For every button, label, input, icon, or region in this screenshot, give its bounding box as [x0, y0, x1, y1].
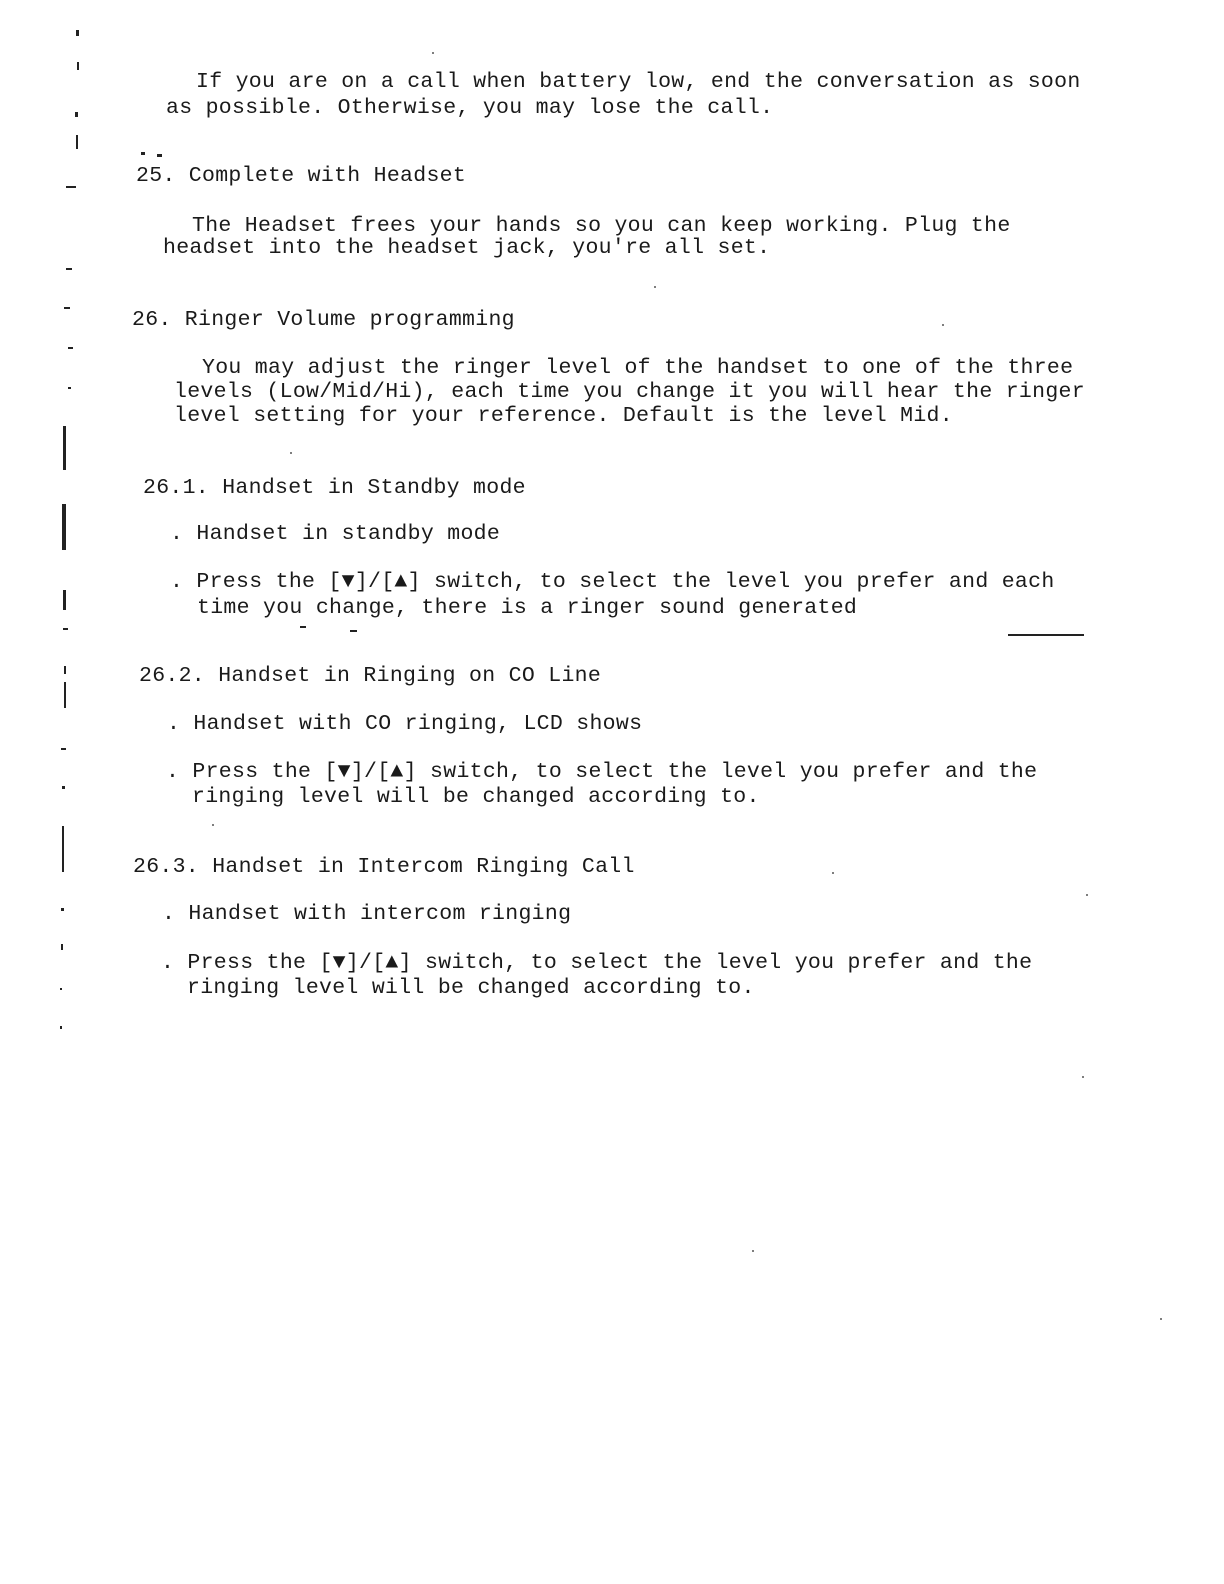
margin-mark	[66, 186, 76, 188]
section-25-heading: 25. Complete with Headset	[136, 164, 467, 188]
margin-mark	[64, 682, 66, 708]
section-26-para-line-1: You may adjust the ringer level of the handset to one of the three	[202, 356, 1074, 380]
section-25-para-line-1: The Headset frees your hands so you can keep working. Plug the	[192, 214, 1011, 238]
scan-speck	[1082, 1076, 1084, 1078]
section-26-1-bullet-1: . Handset in standby mode	[170, 522, 501, 546]
scan-speck	[942, 324, 944, 326]
stray-underline	[1008, 634, 1084, 636]
section-26-1-bullet-2-line-2: time you change, there is a ringer sound generated	[197, 596, 858, 620]
scan-speck	[1086, 894, 1088, 896]
margin-mark	[62, 786, 65, 789]
scan-speck	[432, 52, 434, 54]
intro-line-1: If you are on a call when battery low, end the conversation as soon	[196, 70, 1081, 94]
section-26-2-bullet-2-line-1: . Press the [▼]/[▲] switch, to select the level you prefer and the	[166, 760, 1038, 784]
margin-bar	[62, 826, 64, 872]
stray-mark	[300, 626, 306, 628]
margin-mark	[60, 1026, 62, 1029]
margin-mark	[64, 307, 70, 309]
margin-mark	[68, 387, 71, 389]
section-26-2-heading: 26.2. Handset in Ringing on CO Line	[139, 664, 602, 688]
section-26-heading: 26. Ringer Volume programming	[132, 308, 515, 332]
margin-mark	[61, 748, 66, 750]
margin-mark	[63, 628, 68, 630]
margin-mark	[66, 268, 72, 270]
margin-bar	[63, 426, 66, 470]
margin-mark	[64, 666, 66, 674]
section-26-2-bullet-1: . Handset with CO ringing, LCD shows	[167, 712, 643, 736]
margin-mark	[68, 347, 73, 349]
intro-line-2: as possible. Otherwise, you may lose the call.	[166, 96, 774, 120]
section-25-para-line-2: headset into the headset jack, you're all set.	[163, 236, 771, 260]
margin-mark	[63, 590, 66, 610]
margin-mark	[77, 62, 79, 70]
margin-mark	[61, 944, 63, 950]
scan-speck	[212, 824, 214, 826]
margin-mark	[76, 135, 78, 149]
margin-mark	[76, 30, 79, 36]
section-26-para-line-2: levels (Low/Mid/Hi), each time you change it you will hear the ringer	[174, 380, 1085, 404]
section-26-3-heading: 26.3. Handset in Intercom Ringing Call	[133, 855, 635, 879]
stray-mark	[157, 154, 162, 157]
scan-speck	[1160, 1318, 1162, 1320]
section-26-2-bullet-2-line-2: ringing level will be changed according to.	[192, 785, 760, 809]
scan-speck	[752, 1250, 754, 1252]
section-26-3-bullet-2-line-2: ringing level will be changed according to.	[187, 976, 755, 1000]
margin-bar	[62, 504, 66, 550]
section-26-para-line-3: level setting for your reference. Default is the level Mid.	[174, 404, 953, 428]
scan-speck	[290, 452, 292, 454]
section-26-1-heading: 26.1. Handset in Standby mode	[143, 476, 526, 500]
scan-speck	[832, 872, 834, 874]
stray-mark	[350, 630, 357, 632]
margin-mark	[61, 908, 64, 911]
section-26-3-bullet-1: . Handset with intercom ringing	[162, 902, 572, 926]
margin-mark	[75, 112, 78, 117]
scan-speck	[654, 286, 656, 288]
section-26-1-bullet-2-line-1: . Press the [▼]/[▲] switch, to select the level you prefer and each	[170, 570, 1055, 594]
stray-mark	[141, 152, 145, 155]
margin-mark	[60, 988, 62, 990]
section-26-3-bullet-2-line-1: . Press the [▼]/[▲] switch, to select the level you prefer and the	[161, 951, 1033, 975]
